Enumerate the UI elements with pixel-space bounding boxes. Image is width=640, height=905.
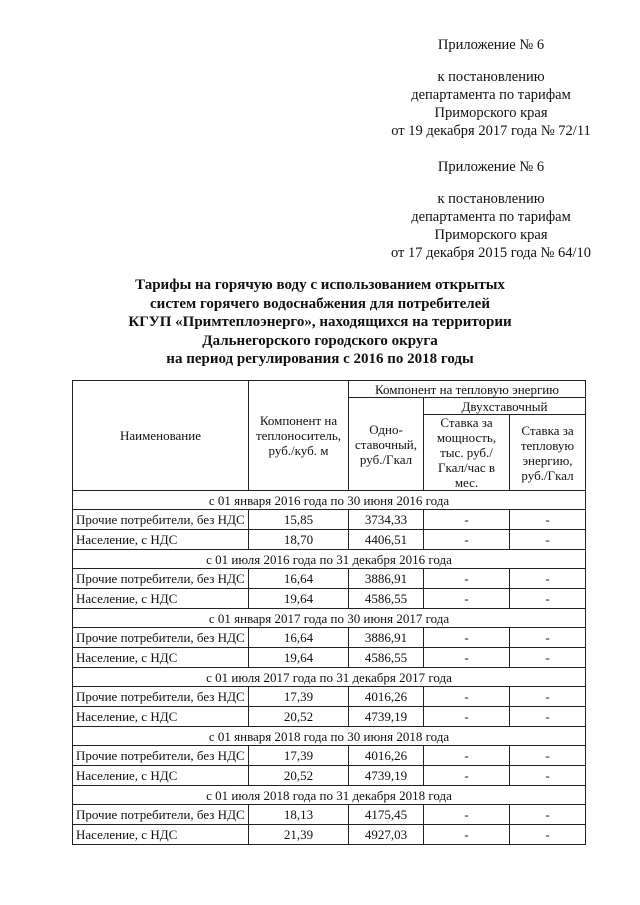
header-capacity: Ставка за мощность, тыс. руб./Гкал/час в мес. (424, 415, 510, 491)
consumer-name-cell: Население, с НДС (73, 648, 249, 668)
appendix-block-2017 (376, 36, 606, 140)
energy-rate-cell: - (510, 648, 586, 668)
carrier-cell: 17,39 (249, 746, 349, 766)
consumer-name-cell: Население, с НДС (73, 589, 249, 609)
table-body (73, 491, 586, 845)
period-label: с 01 января 2016 года по 30 июня 2016 года (73, 491, 586, 510)
single-rate-cell: 4739,19 (349, 766, 424, 786)
table-row (73, 766, 586, 786)
single-rate-cell: 4016,26 (349, 687, 424, 707)
period-row (73, 727, 586, 746)
capacity-rate-cell: - (424, 805, 510, 825)
consumer-name-cell: Население, с НДС (73, 766, 249, 786)
single-rate-cell: 4927,03 (349, 825, 424, 845)
appendix-line: департамента по тарифам (411, 209, 571, 225)
table-row (73, 510, 586, 530)
period-label: с 01 июля 2016 года по 31 декабря 2016 года (73, 550, 586, 569)
carrier-cell: 19,64 (249, 589, 349, 609)
appendix-line: от 19 декабря 2017 года № 72/11 (391, 123, 591, 139)
period-label: с 01 января 2017 года по 30 июня 2017 года (73, 609, 586, 628)
period-label: с 01 июля 2018 года по 31 декабря 2018 года (73, 786, 586, 805)
appendix-title: Приложение № 6 (437, 159, 545, 175)
energy-rate-cell: - (510, 746, 586, 766)
single-rate-cell: 3734,33 (349, 510, 424, 530)
capacity-rate-cell: - (424, 746, 510, 766)
capacity-rate-cell: - (424, 648, 510, 668)
carrier-cell: 18,13 (249, 805, 349, 825)
period-label: с 01 июля 2017 года по 31 декабря 2017 года (73, 668, 586, 687)
header-single: Одно-ставочный, руб./Гкал (349, 398, 424, 491)
table-row (73, 746, 586, 766)
capacity-rate-cell: - (424, 707, 510, 727)
consumer-name-cell: Прочие потребители, без НДС (73, 628, 249, 648)
header-thermal: Компонент на тепловую энергию (349, 381, 586, 398)
energy-rate-cell: - (510, 707, 586, 727)
document-title (60, 276, 580, 369)
appendix-block-2015 (376, 158, 606, 262)
table-row (73, 569, 586, 589)
consumer-name-cell: Население, с НДС (73, 707, 249, 727)
tariff-table (72, 380, 586, 845)
appendix-line: департамента по тарифам (411, 87, 571, 103)
table-row (73, 825, 586, 845)
appendix-line: Приморского края (434, 105, 548, 121)
table-row (73, 628, 586, 648)
header-double: Двухставочный (424, 398, 586, 415)
energy-rate-cell: - (510, 510, 586, 530)
table-row (73, 707, 586, 727)
carrier-cell: 20,52 (249, 707, 349, 727)
period-label: с 01 января 2018 года по 30 июня 2018 года (73, 727, 586, 746)
energy-rate-cell: - (510, 805, 586, 825)
table-row (73, 589, 586, 609)
appendix-line: к постановлению (437, 191, 545, 207)
capacity-rate-cell: - (424, 825, 510, 845)
consumer-name-cell: Население, с НДС (73, 825, 249, 845)
period-row (73, 786, 586, 805)
table-row (73, 805, 586, 825)
carrier-cell: 15,85 (249, 510, 349, 530)
period-row (73, 668, 586, 687)
carrier-cell: 20,52 (249, 766, 349, 786)
consumer-name-cell: Прочие потребители, без НДС (73, 510, 249, 530)
title-line: на период регулирования с 2016 по 2018 годы (166, 351, 474, 367)
single-rate-cell: 4586,55 (349, 648, 424, 668)
carrier-cell: 16,64 (249, 628, 349, 648)
carrier-cell: 17,39 (249, 687, 349, 707)
capacity-rate-cell: - (424, 589, 510, 609)
capacity-rate-cell: - (424, 628, 510, 648)
period-row (73, 491, 586, 510)
header-name: Наименование (73, 381, 249, 491)
capacity-rate-cell: - (424, 530, 510, 550)
carrier-cell: 16,64 (249, 569, 349, 589)
single-rate-cell: 4739,19 (349, 707, 424, 727)
energy-rate-cell: - (510, 825, 586, 845)
carrier-cell: 19,64 (249, 648, 349, 668)
energy-rate-cell: - (510, 766, 586, 786)
energy-rate-cell: - (510, 589, 586, 609)
title-line: Дальнегорского городского округа (202, 332, 438, 349)
appendix-line: Приморского края (434, 227, 548, 243)
period-row (73, 550, 586, 569)
table-row (73, 687, 586, 707)
carrier-cell: 21,39 (249, 825, 349, 845)
energy-rate-cell: - (510, 687, 586, 707)
single-rate-cell: 3886,91 (349, 569, 424, 589)
single-rate-cell: 4586,55 (349, 589, 424, 609)
table-row (73, 648, 586, 668)
single-rate-cell: 3886,91 (349, 628, 424, 648)
capacity-rate-cell: - (424, 687, 510, 707)
energy-rate-cell: - (510, 628, 586, 648)
single-rate-cell: 4175,45 (349, 805, 424, 825)
title-line: КГУП «Примтеплоэнерго», находящихся на территории (128, 314, 512, 330)
single-rate-cell: 4016,26 (349, 746, 424, 766)
appendix-line: от 17 декабря 2015 года № 64/10 (390, 245, 592, 261)
consumer-name-cell: Прочие потребители, без НДС (73, 687, 249, 707)
appendix-title: Приложение № 6 (437, 37, 545, 53)
consumer-name-cell: Прочие потребители, без НДС (73, 805, 249, 825)
single-rate-cell: 4406,51 (349, 530, 424, 550)
table-header (73, 381, 586, 491)
consumer-name-cell: Прочие потребители, без НДС (73, 746, 249, 766)
capacity-rate-cell: - (424, 766, 510, 786)
header-carrier: Компонент на теплоноситель, руб./куб. м (249, 381, 349, 491)
energy-rate-cell: - (510, 569, 586, 589)
title-line: систем горячего водоснабжения для потребителей (150, 295, 490, 312)
capacity-rate-cell: - (424, 510, 510, 530)
energy-rate-cell: - (510, 530, 586, 550)
consumer-name-cell: Население, с НДС (73, 530, 249, 550)
title-line: Тарифы на горячую воду с использованием открытых (135, 277, 505, 293)
header-energy: Ставка за тепловую энергию, руб./Гкал (510, 415, 586, 491)
appendix-line: к постановлению (437, 69, 545, 85)
table-row (73, 530, 586, 550)
period-row (73, 609, 586, 628)
capacity-rate-cell: - (424, 569, 510, 589)
consumer-name-cell: Прочие потребители, без НДС (73, 569, 249, 589)
carrier-cell: 18,70 (249, 530, 349, 550)
